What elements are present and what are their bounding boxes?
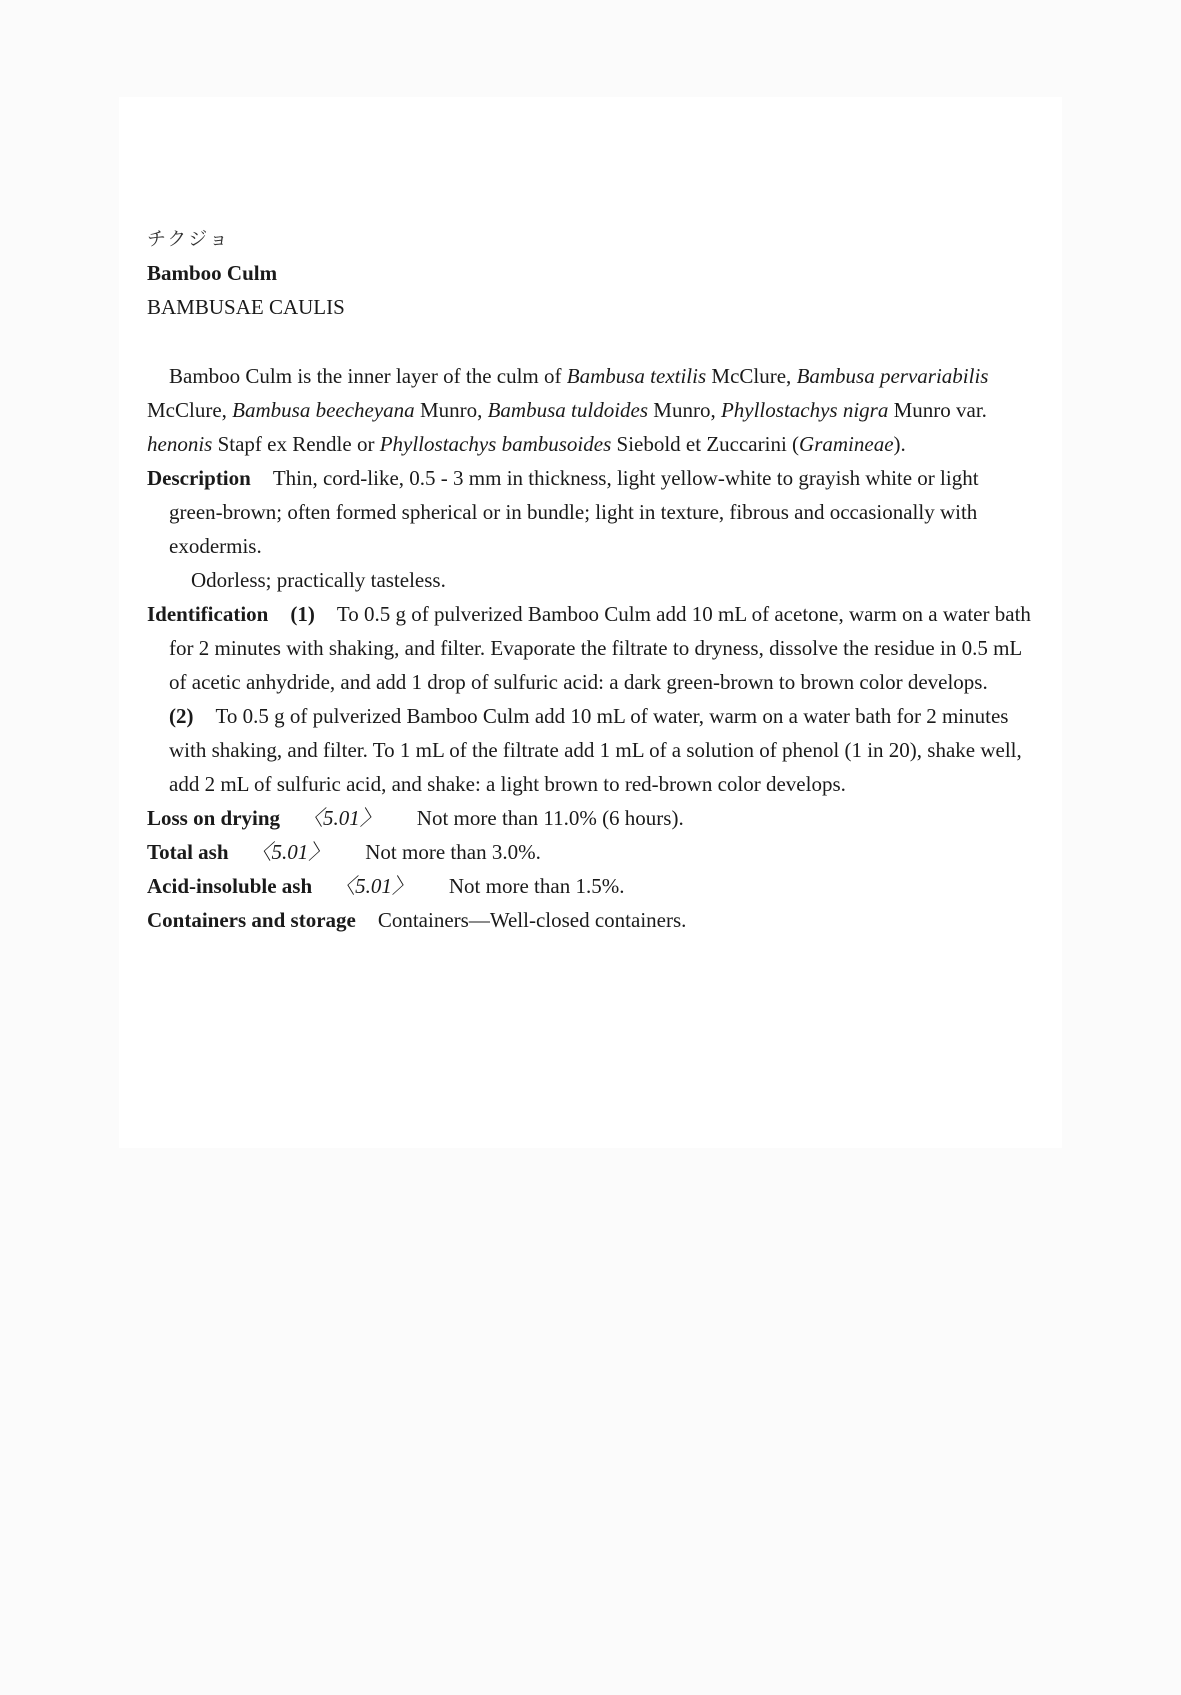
method-reference: 〈5.01〉: [302, 806, 381, 830]
species-name: Phyllostachys nigra: [720, 398, 889, 422]
acid-insoluble-ash-line: [147, 869, 1037, 903]
definition-text: McClure,: [147, 398, 233, 422]
family-name: Gramineae: [799, 432, 894, 456]
species-name: Bambusa pervariabilis: [796, 364, 989, 388]
loss-on-drying-text: Not more than 11.0% (6 hours).: [416, 806, 684, 830]
description-heading: Description: [147, 466, 251, 490]
loss-on-drying-line: [147, 801, 1037, 835]
latin-name: BAMBUSAE CAULIS: [147, 295, 345, 319]
acid-insoluble-ash-heading: Acid-insoluble ash: [147, 874, 313, 898]
total-ash-line: [147, 835, 1037, 869]
definition-text: Munro var.: [888, 398, 987, 422]
species-name: Bambusa beecheyana: [232, 398, 415, 422]
identification-heading: Identification: [147, 602, 269, 626]
japanese-name: チクジョ: [147, 228, 230, 250]
test-number: (1): [290, 602, 315, 626]
total-ash-heading: Total ash: [147, 840, 229, 864]
loss-on-drying-heading: Loss on drying: [147, 806, 281, 830]
monograph-content: [147, 222, 1037, 937]
definition-text: Munro,: [648, 398, 721, 422]
total-ash-text: Not more than 3.0%.: [365, 840, 541, 864]
definition-text: Stapf ex Rendle or: [212, 432, 380, 456]
description-section: [147, 461, 1037, 563]
species-name: Bambusa textilis: [566, 364, 707, 388]
definition-text: Bamboo Culm is the inner layer of the culm of: [169, 364, 567, 388]
containers-line: [147, 903, 1037, 937]
odor-taste-line: [147, 563, 1037, 597]
identification-test-text: To 0.5 g of pulverized Bamboo Culm add 10 mL of water, warm on a water bath for 2 minutes with shaking, and filter. To 1 mL of the filtrate add 1 mL of a solution of phenol (1 in 20), shake well, add 2 mL of sulfuric acid, and shake: a light brown to red-brown color develops.: [169, 704, 1022, 796]
test-number: (2): [169, 704, 194, 728]
definition-text: Munro,: [414, 398, 488, 422]
description-text: Thin, cord-like, 0.5 - 3 mm in thickness, light yellow-white to grayish white or light green-brown; often formed spherical or in bundle; light in texture, fibrous and occasionally with exodermis.: [169, 466, 979, 558]
odor-text: Odorless; practically tasteless.: [191, 568, 446, 592]
species-name: Bambusa tuldoides: [487, 398, 649, 422]
species-name: Phyllostachys bambusoides: [379, 432, 612, 456]
containers-text: Containers—Well-closed containers.: [377, 908, 687, 932]
identification-test-2: [147, 699, 1037, 801]
spacer: [147, 324, 1037, 359]
identification-section: [147, 597, 1037, 699]
method-reference: 〈5.01〉: [250, 840, 330, 864]
english-name: Bamboo Culm: [147, 261, 278, 285]
definition-text: ).: [893, 432, 906, 456]
variety-name: henonis: [147, 432, 213, 456]
definition-text: Siebold et Zuccarini (: [611, 432, 800, 456]
acid-insoluble-ash-text: Not more than 1.5%.: [448, 874, 625, 898]
method-reference: 〈5.01〉: [334, 874, 413, 898]
identification-test-text: To 0.5 g of pulverized Bamboo Culm add 10 mL of acetone, warm on a water bath for 2 minutes with shaking, and filter. Evaporate the filtrate to dryness, dissolve the residue in 0.5 mL of acetic anhydride, and add 1 drop of sulfuric acid: a dark green-brown to brown color develops.: [169, 602, 1031, 694]
definition-paragraph: [147, 359, 1037, 461]
containers-heading: Containers and storage: [147, 908, 356, 932]
definition-text: McClure,: [706, 364, 797, 388]
